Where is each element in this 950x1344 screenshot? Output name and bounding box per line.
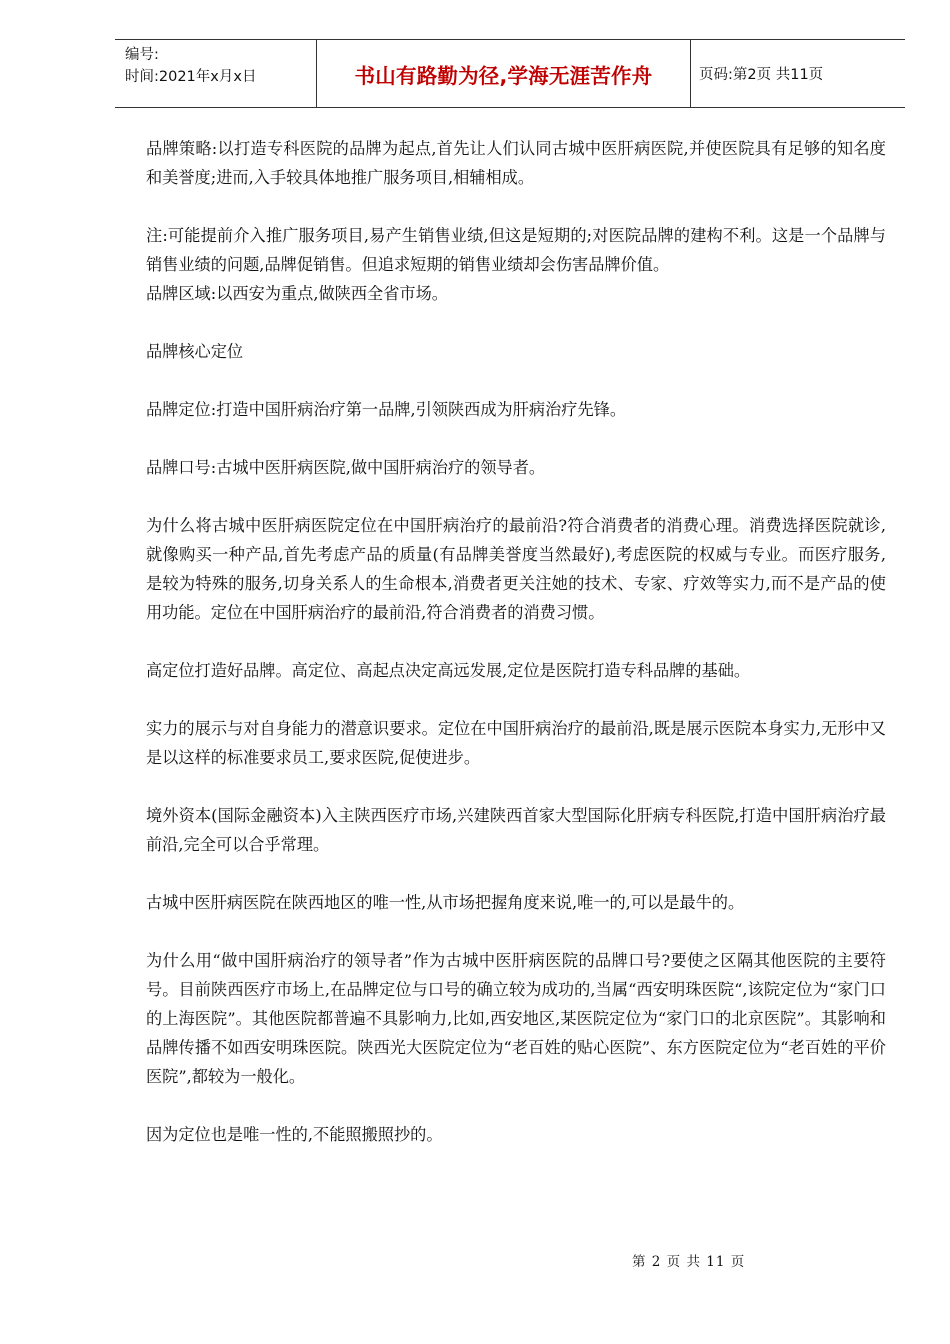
- paragraph-foreign-capital: 境外资本(国际金融资本)入主陕西医疗市场,兴建陕西首家大型国际化肝病专科医院,打造中国肝病治疗最前沿,完全可以合乎常理。: [146, 806, 886, 854]
- header-page-info: [691, 40, 905, 107]
- document-time-label: 时间:2021年x月x日: [125, 69, 257, 85]
- document-body: [146, 134, 886, 1149]
- page-footer: 第 2 页 共 11 页: [632, 1254, 746, 1270]
- paragraph-conclusion: 因为定位也是唯一性的,不能照搬照抄的。: [146, 1125, 443, 1144]
- header-motto: 书山有路勤为径,学海无涯苦作舟: [316, 40, 691, 107]
- paragraph-brand-region: 品牌区域:以西安为重点,做陕西全省市场。: [146, 284, 448, 303]
- paragraph-strength: 实力的展示与对自身能力的潜意识要求。定位在中国肝病治疗的最前沿,既是展示医院本身实力,无形中又是以这样的标准要求员工,要求医院,促使进步。: [146, 719, 886, 767]
- paragraph-high-positioning: 高定位打造好品牌。高定位、高起点决定高远发展,定位是医院打造专科品牌的基础。: [146, 661, 751, 680]
- paragraph-note: 注:可能提前介入推广服务项目,易产生销售业绩,但这是短期的;对医院品牌的建构不利。这是一个品牌与销售业绩的问题,品牌促销售。但追求短期的销售业绩却会伤害品牌价值。: [146, 226, 886, 274]
- section-heading-core-positioning: 品牌核心定位: [146, 342, 244, 361]
- page-info-text: 页码:第2页 共11页: [699, 67, 824, 83]
- paragraph-brand-slogan: 品牌口号:古城中医肝病医院,做中国肝病治疗的领导者。: [146, 458, 546, 477]
- header-meta: [115, 40, 316, 107]
- paragraph-why-slogan: 为什么用“做中国肝病治疗的领导者”作为古城中医肝病医院的品牌口号?要使之区隔其他医院的主要符号。目前陕西医疗市场上,在品牌定位与口号的确立较为成功的,当属“西安明珠医院“,该院定位为“家门口的上海医院”。其他医院都普遍不具影响力,比如,西安地区,某医院定位为“家门口的北京医院”。其影响和品牌传播不如西安明珠医院。陕西光大医院定位为“老百姓的贴心医院”、东方医院定位为“老百姓的平价医院”,都较为一般化。: [146, 951, 886, 1086]
- paragraph-why-positioning: 为什么将古城中医肝病医院定位在中国肝病治疗的最前沿?符合消费者的消费心理。消费选择医院就诊,就像购买一种产品,首先考虑产品的质量(有品牌美誉度当然最好),考虑医院的权威与专业。而医疗服务,是较为特殊的服务,切身关系人的生命根本,消费者更关注她的技术、专家、疗效等实力,而不是产品的使用功能。定位在中国肝病治疗的最前沿,符合消费者的消费习惯。: [146, 516, 886, 622]
- paragraph-uniqueness: 古城中医肝病医院在陕西地区的唯一性,从市场把握角度来说,唯一的,可以是最牛的。: [146, 893, 745, 912]
- paragraph-brand-positioning: 品牌定位:打造中国肝病治疗第一品牌,引领陕西成为肝病治疗先锋。: [146, 400, 627, 419]
- document-header: [115, 39, 905, 108]
- paragraph-brand-strategy: 品牌策略:以打造专科医院的品牌为起点,首先让人们认同古城中医肝病医院,并使医院具有足够的知名度和美誉度;进而,入手较具体地推广服务项目,相辅相成。: [146, 139, 886, 187]
- document-number-label: 编号:: [125, 47, 159, 63]
